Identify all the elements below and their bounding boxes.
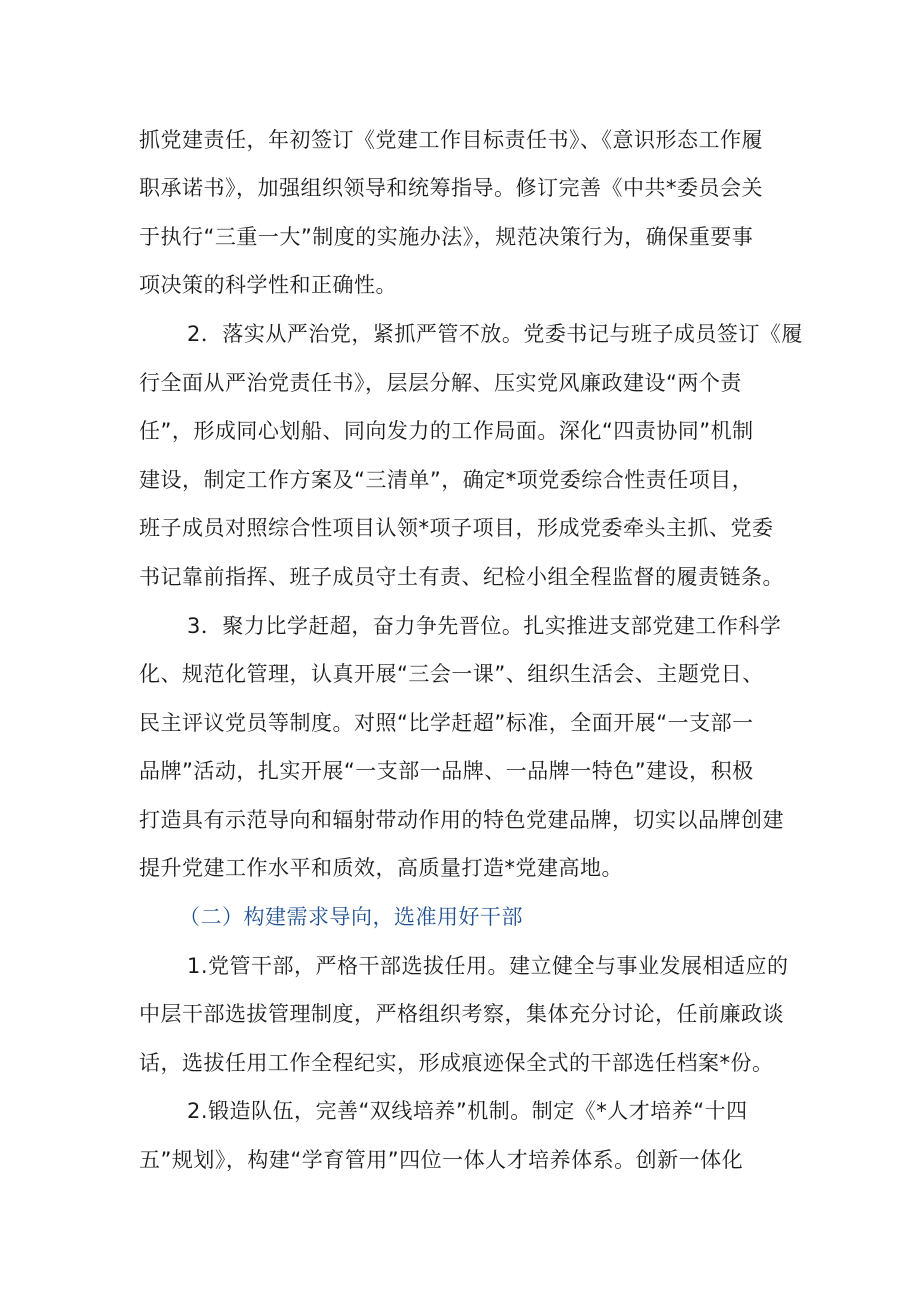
- paragraph-1-first-line: 1.党管干部，严格干部选拔任用。建立健全与事业发展相适应的: [187, 954, 789, 978]
- text-line: 于执行“三重一大”制度的实施办法》，规范决策行为，确保重要事: [139, 225, 754, 249]
- text-line: 五”规划》，构建“学育管用”四位一体人才培养体系。创新一体化: [139, 1148, 744, 1172]
- text-line: 打造具有示范导向和辐射带动作用的特色党建品牌，切实以品牌创建: [139, 808, 784, 832]
- text-line: 建设，制定工作方案及“三清单”，确定*项党委综合性责任项目，: [139, 468, 754, 492]
- paragraph-2-first-line: 2．落实从严治党，紧抓严管不放。党委书记与班子成员签订《履: [187, 322, 803, 346]
- text-line: 抓党建责任，年初签订《党建工作目标责任书》、《意识形态工作履: [139, 128, 763, 152]
- paragraph-3-first-line: 3．聚力比学赶超，奋力争先晋位。扎实推进支部党建工作科学: [187, 614, 782, 638]
- text-line: 书记靠前指挥、班子成员守土有责、纪检小组全程监督的履责链条。: [139, 565, 784, 589]
- text-line: 项决策的科学性和正确性。: [139, 273, 397, 297]
- text-line: 任”，形成同心划船、同向发力的工作局面。深化“四责协同”机制: [139, 419, 754, 443]
- text-line: 化、规范化管理，认真开展“三会一课”、组织生活会、主题党日、: [139, 662, 764, 686]
- text-line: 班子成员对照综合性项目认领*项子项目，形成党委牵头主抓、党委: [139, 516, 774, 540]
- text-line: 职承诺书》，加强组织领导和统筹指导。修订完善《中共*委员会关: [139, 176, 763, 200]
- text-line: 中层干部选拔管理制度，严格组织考察，集体充分讨论，任前廉政谈: [139, 1002, 784, 1026]
- text-line: 提升党建工作水平和质效，高质量打造*党建高地。: [139, 856, 623, 880]
- text-line: 话，选拔任用工作全程纪实，形成痕迹保全式的干部选任档案*份。: [139, 1051, 774, 1075]
- paragraph-2b-first-line: 2.锻造队伍，完善“双线培养”机制。制定《*人才培养“十四: [187, 1099, 748, 1123]
- text-line: 品牌”活动，扎实开展“一支部一品牌、一品牌一特色”建设，积极: [139, 759, 754, 783]
- text-line: 行全面从严治党责任书》，层层分解、压实党风廉政建设“两个责: [139, 371, 742, 395]
- section-heading: （二）构建需求导向，选准用好干部: [179, 905, 523, 929]
- text-line: 民主评议党员等制度。对照“比学赶超”标准，全面开展“一支部一: [139, 711, 754, 735]
